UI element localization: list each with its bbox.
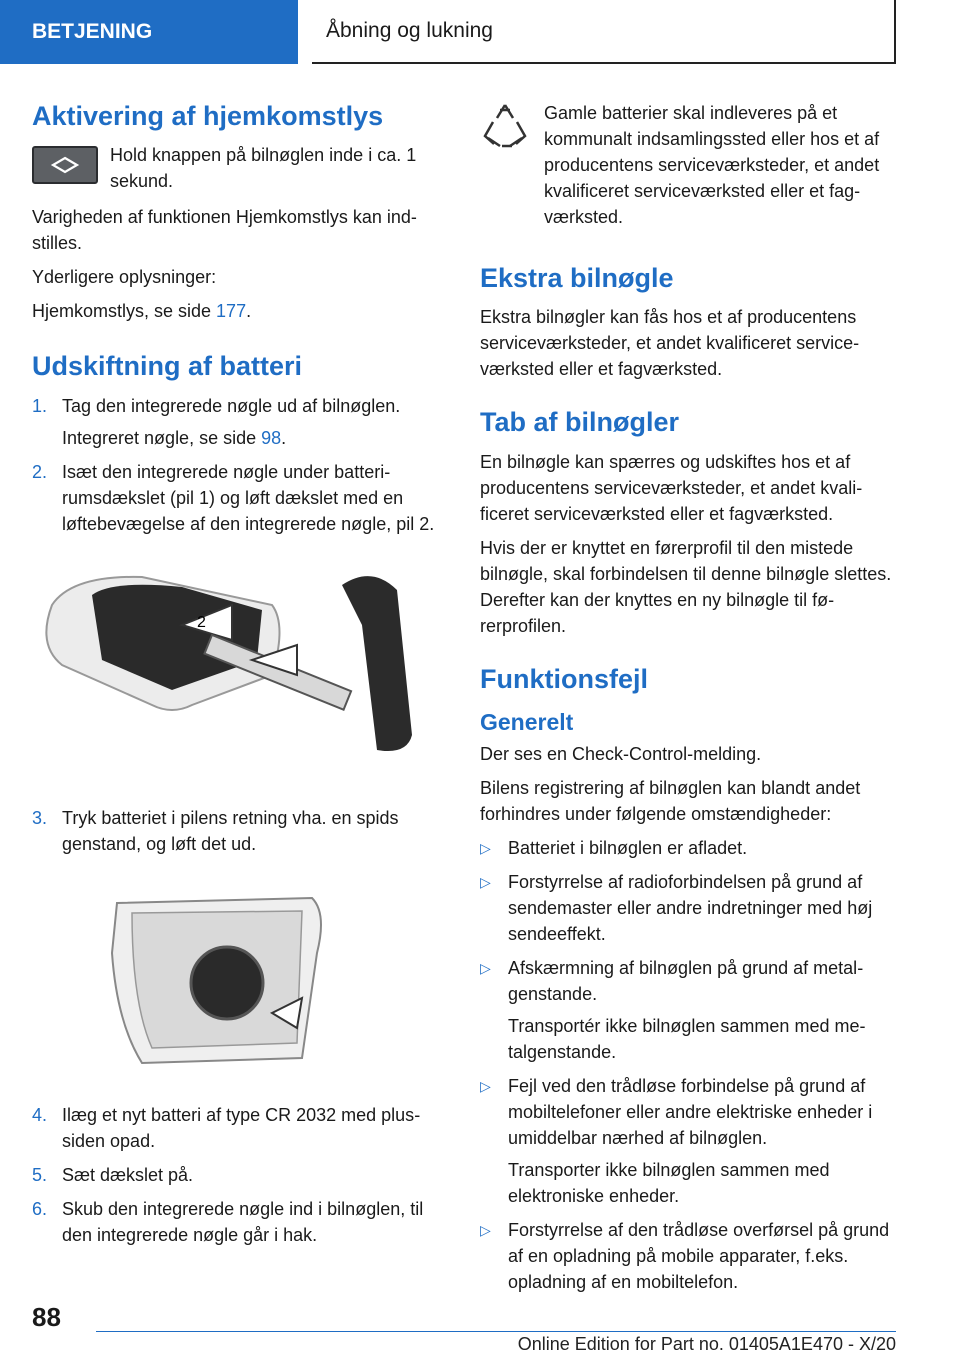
list-item: ▷ Afskærmning af bilnøglen på grund af metalgenstande. Transportér ikke bilnøglen sammen med metalgenstande. xyxy=(480,955,900,1065)
list-item: ▷ Batteriet i bilnøglen er afladet. xyxy=(480,835,900,861)
heading-malfunction: Funktionsfejl xyxy=(480,663,648,694)
key-button-icon xyxy=(32,146,98,184)
battery-steps-c xyxy=(32,1102,442,1248)
triangle-bullet-icon: ▷ xyxy=(480,839,491,856)
page-link-98[interactable]: 98 xyxy=(261,427,282,448)
list-item: ▷ Fejl ved den trådløse forbindelse på grund af mobiltelefoner eller andre elektriske enheder i umiddelbar nærhed af bilnøglen. Transporter ikke bilnøglen sammen med elektroniske enheder. xyxy=(480,1073,900,1209)
homelight-paragraph-1: Varigheden af funktionen Hjemkomstlys kan indstilles. xyxy=(32,207,417,254)
svg-text:2: 2 xyxy=(197,613,206,631)
recycle-icon xyxy=(480,100,530,152)
key-battery-illustration xyxy=(32,565,442,770)
step-5: 5. Sæt dækslet på. xyxy=(32,1164,194,1185)
homelight-instruction: Hold knappen på bilnøglen inde i ca. 1 sekund. xyxy=(110,145,417,192)
general-paragraph-1: Der ses en Check-Control-melding. xyxy=(480,743,762,764)
triangle-bullet-icon: ▷ xyxy=(480,959,491,976)
step-1: 1. Tag den integrerede nøgle ud af bilnøglen. Integreret nøgle, se side 98. xyxy=(32,395,401,448)
battery-steps-b xyxy=(32,805,442,857)
section-tab xyxy=(0,0,298,64)
malfunction-causes-list xyxy=(480,835,900,1295)
homelight-instruction-row xyxy=(32,142,442,194)
list-item: ▷ Forstyrrelse af den trådløse overførsel på grund af en opladning på mobile apparater, f.eks. opladning af en mobiltelefon. xyxy=(480,1217,900,1295)
topic-header xyxy=(312,0,896,64)
extra-key-paragraph: Ekstra bilnøgler kan fås hos et af producentens serviceværksteder, et andet kvalificeret serviceværksted eller et fagværksted. xyxy=(480,307,860,380)
page-number: 88 xyxy=(32,1302,61,1332)
homelight-paragraph-2: Yderligere oplysninger: xyxy=(32,267,217,288)
list-item: ▷ Forstyrrelse af radioforbindelsen på grund af sendemaster eller andre indretninger med høj sendeeffekt. xyxy=(480,869,900,947)
homelight-reference: Hjemkomstlys, se side 177. xyxy=(32,301,252,322)
step-4: 4. Ilæg et nyt batteri af type CR 2032 med plussiden opad. xyxy=(32,1104,421,1151)
heading-battery: Udskiftning af batteri xyxy=(32,351,303,382)
left-column xyxy=(32,100,442,1256)
recycle-note xyxy=(480,100,900,238)
heading-lost-keys: Tab af bilnøgler xyxy=(480,407,680,438)
right-column xyxy=(480,100,900,1303)
edition-footer: Online Edition for Part no. 01405A1E470 - X/20 xyxy=(517,1334,896,1354)
step-6: 6. Skub den integrerede nøgle ind i bilnøglen, til den integrerede nøgle går i hak. xyxy=(32,1198,424,1245)
triangle-bullet-icon: ▷ xyxy=(480,1221,491,1238)
battery-compartment-illustration xyxy=(102,893,332,1073)
lost-keys-paragraph-1: En bilnøgle kan spærres og udskiftes hos et af producentens serviceværksteder, et andet kvalificeret serviceværksted eller et fagværksted. xyxy=(480,451,863,524)
footer-divider xyxy=(96,1331,896,1332)
general-paragraph-2: Bilens registrering af bilnøglen kan blandt andet forhindres under følgende omstændigheder: xyxy=(480,777,861,824)
lost-keys-paragraph-2: Hvis der er knyttet en førerprofil til den mistede bilnøgle, skal forbindelsen til denne bilnøgle slettes. Derefter kan der knyttes en ny bilnøgle til førerprofilen. xyxy=(480,537,892,636)
recycle-text: Gamle batterier skal indleveres på et kommunalt indsamlingssted eller hos et af producentens serviceværksteder, et andet kvalificeret serviceværksted eller et fagværksted. xyxy=(544,103,880,227)
step-2: 2. Isæt den integrerede nøgle under batterirumsdækslet (pil 1) og løft dækslet med en løftebevægelse af den integrerede nøgle, pil 2. xyxy=(32,461,435,534)
page-link-177[interactable]: 177 xyxy=(216,301,247,322)
step-3: 3. Tryk batteriet i pilens retning vha. en spids genstand, og løft det ud. xyxy=(32,807,399,854)
heading-extra-key: Ekstra bilnøgle xyxy=(480,263,674,293)
heading-general: Generelt xyxy=(480,709,574,736)
battery-steps-a xyxy=(32,393,442,537)
heading-homelight: Aktivering af hjemkomstlys xyxy=(32,101,384,131)
triangle-bullet-icon: ▷ xyxy=(480,1077,491,1094)
section-title: BETJENING xyxy=(32,20,153,43)
triangle-bullet-icon: ▷ xyxy=(480,873,491,890)
topic-title: Åbning og lukning xyxy=(326,19,493,42)
